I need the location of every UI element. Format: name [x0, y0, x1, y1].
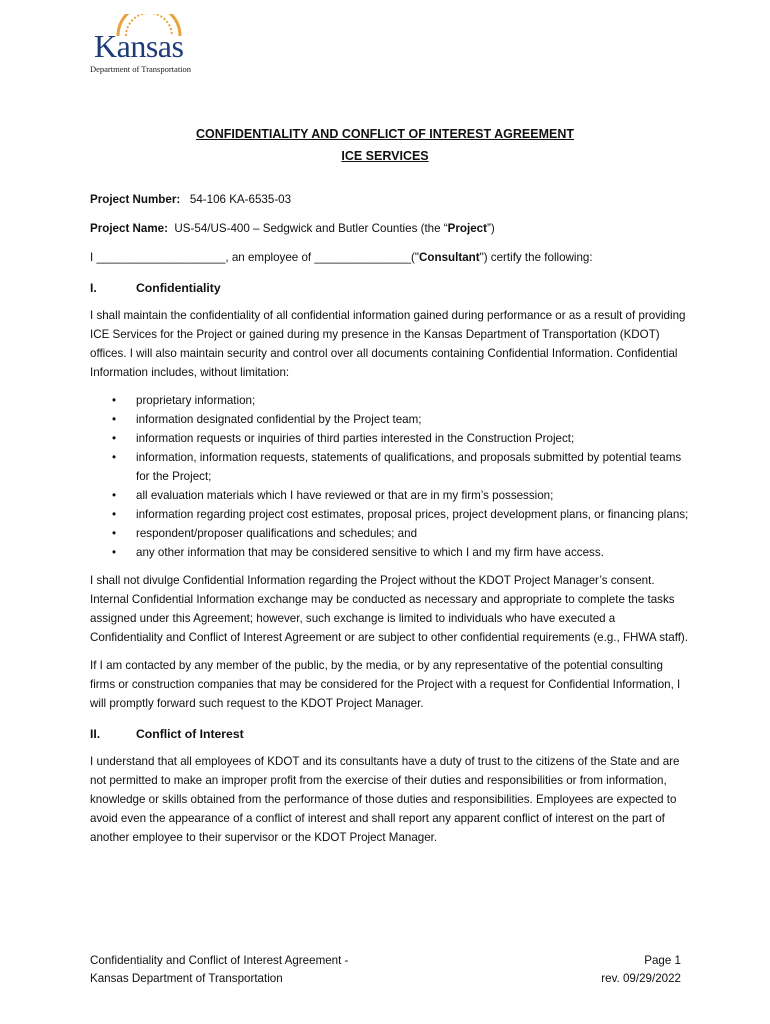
list-item: • proprietary information;	[90, 391, 690, 410]
logo-wordmark: Kansas	[94, 28, 184, 64]
title-line-2: ICE SERVICES	[341, 149, 429, 163]
page-number: Page 1	[644, 954, 681, 967]
list-item: • information, information requests, statements of qualifications, and proposals submitted by potential teams for the Project;	[90, 448, 690, 486]
project-number-label: Project Number:	[90, 193, 181, 206]
certify-bold: Consultant	[419, 251, 480, 264]
section-2-heading	[90, 725, 690, 744]
section-1-number: I.	[90, 281, 97, 295]
section-1-heading	[90, 279, 690, 298]
project-name-value-post: ”)	[486, 222, 495, 235]
list-item: • information requests or inquiries of third parties interested in the Construction Project;	[90, 429, 690, 448]
section-1-title: Confidentiality	[136, 281, 221, 295]
certify-pre: I ____________________, an employee of _______________("	[90, 251, 420, 264]
list-item: • any other information that may be considered sensitive to which I and my firm have access.	[90, 543, 690, 562]
section-2-number: II.	[90, 727, 101, 741]
section-1-paragraph-2: I shall not divulge Confidential Information regarding the Project without the KDOT Project Manager’s consent. Internal Confidential Information exchange may be conducted as necessary and appropriate to complete the tasks assigned under this Agreement; however, such exchange is limited to individuals who have executed a Confidentiality and Conflict of Interest Agreement or are subject to other confidential requirements (e.g., FHWA staff).	[90, 574, 689, 644]
project-name-label: Project Name:	[90, 222, 168, 235]
section-1-paragraph-1: I shall maintain the confidentiality of all confidential information gained during performance or as a result of providing ICE Services for the Project or gained during my presence in the Kansas Department of Transportation (KDOT) offices. I will also maintain security and control over all documents containing Confidential Information. Confidential Information includes, without limitation:	[90, 309, 686, 379]
project-name-value-bold: Project	[447, 222, 487, 235]
footer-left	[90, 952, 348, 988]
project-number-value: 54-106 KA-6535-03	[189, 193, 292, 206]
section-2-paragraph-1: I understand that all employees of KDOT and its consultants have a duty of trust to the citizens of the State and are not permitted to make an improper profit from the exercise of their duties and responsibilities or from information, knowledge or skills obtained from the performance of those duties and responsibilities. Employees are expected to avoid even the appearance of a conflict of interest and shall report any apparent conflict of interest on the part of another employee to their supervisor or the KDOT Project Manager.	[90, 755, 680, 844]
revision-date: rev. 09/29/2022	[601, 972, 681, 985]
title-line-1: CONFIDENTIALITY AND CONFLICT OF INTEREST AGREEMENT	[195, 127, 574, 141]
certify-post: ") certify the following:	[479, 251, 593, 264]
section-2-title: Conflict of Interest	[136, 727, 244, 741]
project-name-value-pre: US-54/US-400 – Sedgwick and Butler Counties (the “	[174, 222, 448, 235]
list-item: • all evaluation materials which I have reviewed or that are in my firm’s possession;	[90, 486, 690, 505]
certify-statement	[90, 248, 690, 267]
footer-doc-title: Confidentiality and Conflict of Interest Agreement -	[90, 954, 349, 967]
section-1-paragraph-3: If I am contacted by any member of the public, by the media, or by any representative of the potential consulting firms or construction companies that may be considered for the Project with a request for Confidential Information, I will promptly forward such request to the KDOT Project Manager.	[90, 659, 681, 710]
list-item: • information designated confidential by the Project team;	[90, 410, 690, 429]
list-item: • respondent/proposer qualifications and schedules; and	[90, 524, 690, 543]
footer-right	[601, 952, 681, 988]
document-body	[90, 190, 690, 856]
kdot-logo	[88, 14, 198, 76]
project-number	[90, 190, 690, 209]
list-item: • information regarding project cost estimates, proposal prices, project development plans, or financing plans;	[90, 505, 690, 524]
logo-department: Department of Transportation	[90, 64, 192, 74]
project-name	[90, 219, 690, 238]
document-title	[0, 123, 770, 167]
page-footer	[90, 952, 681, 988]
confidential-info-list	[90, 391, 690, 562]
footer-agency: Kansas Department of Transportation	[90, 972, 283, 985]
